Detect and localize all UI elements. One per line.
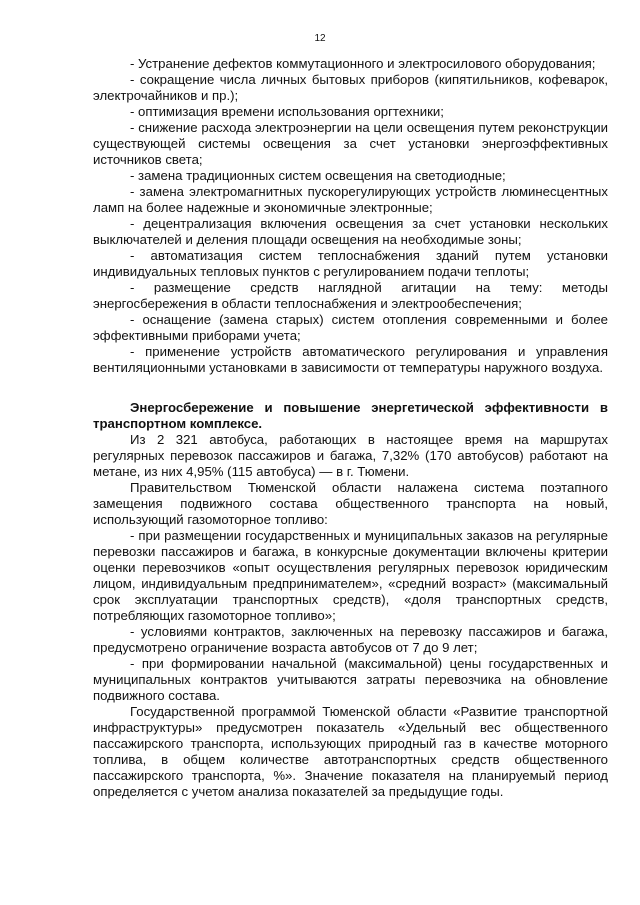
list-item: - автоматизация систем теплоснабжения зданий путем установки индивидуальных тепловых пунктов с регулированием подачи теплоты; <box>93 248 608 279</box>
list-item: - размещение средств наглядной агитации на тему: методы энергосбережения в области теплоснабжения и электрообеспечения; <box>93 280 608 311</box>
list-item: - при размещении государственных и муниципальных заказов на регулярные перевозки пассажиров и багажа, в конкурсные документации включены критерии оценки перевозчиков «опыт осуществления регулярных перевозок юридическим лицом, индивидуальным предпринимателем», «средний возраст» (максимальный срок эксплуатации транспортных средств), «доля транспортных средств, потребляющих газомоторное топливо»; <box>93 528 608 623</box>
body-paragraph: Из 2 321 автобуса, работающих в настоящее время на маршрутах регулярных перевозок пассажиров и багажа, 7,32% (170 автобусов) работают на метане, из них 4,95% (115 автобуса) — в г. Тюмени. <box>93 432 608 479</box>
body-paragraph: Правительством Тюменской области налажена система поэтапного замещения подвижного состава общественного транспорта на новый, использующий газомоторное топливо: <box>93 480 608 527</box>
paragraph-spacer <box>93 376 608 400</box>
list-item: - замена традиционных систем освещения на светодиодные; <box>130 168 506 183</box>
body-paragraph: Государственной программой Тюменской области «Развитие транспортной инфраструктуры» предусмотрен показатель «Удельный вес общественного пассажирского транспорта, использующих природный газ в качестве моторного топлива, в общем количестве автотранспортных средств общественного пассажирского транспорта, %». Значение показателя на планируемый период определяется с учетом анализа показателей за предыдущие годы. <box>93 704 608 799</box>
list-item: - при формировании начальной (максимальной) цены государственных и муниципальных контрактов учитываются затраты перевозчика на обновление подвижного состава. <box>93 656 608 703</box>
list-item: - децентрализация включения освещения за счет установки нескольких выключателей и деления площади освещения на необходимые зоны; <box>93 216 608 247</box>
list-item: - снижение расхода электроэнергии на цели освещения путем реконструкции существующей системы освещения за счет установки энергоэффективных источников света; <box>93 120 608 167</box>
list-item: - применение устройств автоматического регулирования и управления вентиляционными установками в зависимости от температуры наружного воздуха. <box>93 344 608 375</box>
list-item: - Устранение дефектов коммутационного и электросилового оборудования; <box>130 56 596 71</box>
list-item: - условиями контрактов, заключенных на перевозку пассажиров и багажа, предусмотрено ограничение возраста автобусов от 7 до 9 лет; <box>93 624 608 655</box>
list-item: - замена электромагнитных пускорегулирующих устройств люминесцентных ламп на более надежные и экономичные электронные; <box>93 184 608 215</box>
list-item: - оптимизация времени использования оргтехники; <box>130 104 444 119</box>
document-body <box>93 56 608 800</box>
list-item: - оснащение (замена старых) систем отопления современными и более эффективными приборами учета; <box>93 312 608 343</box>
section-heading: Энергосбережение и повышение энергетической эффективности в транспортном комплексе. <box>93 400 608 431</box>
list-item: - сокращение числа личных бытовых приборов (кипятильников, кофеварок, электрочайников и пр.); <box>93 72 608 103</box>
page-number: 12 <box>314 33 326 44</box>
